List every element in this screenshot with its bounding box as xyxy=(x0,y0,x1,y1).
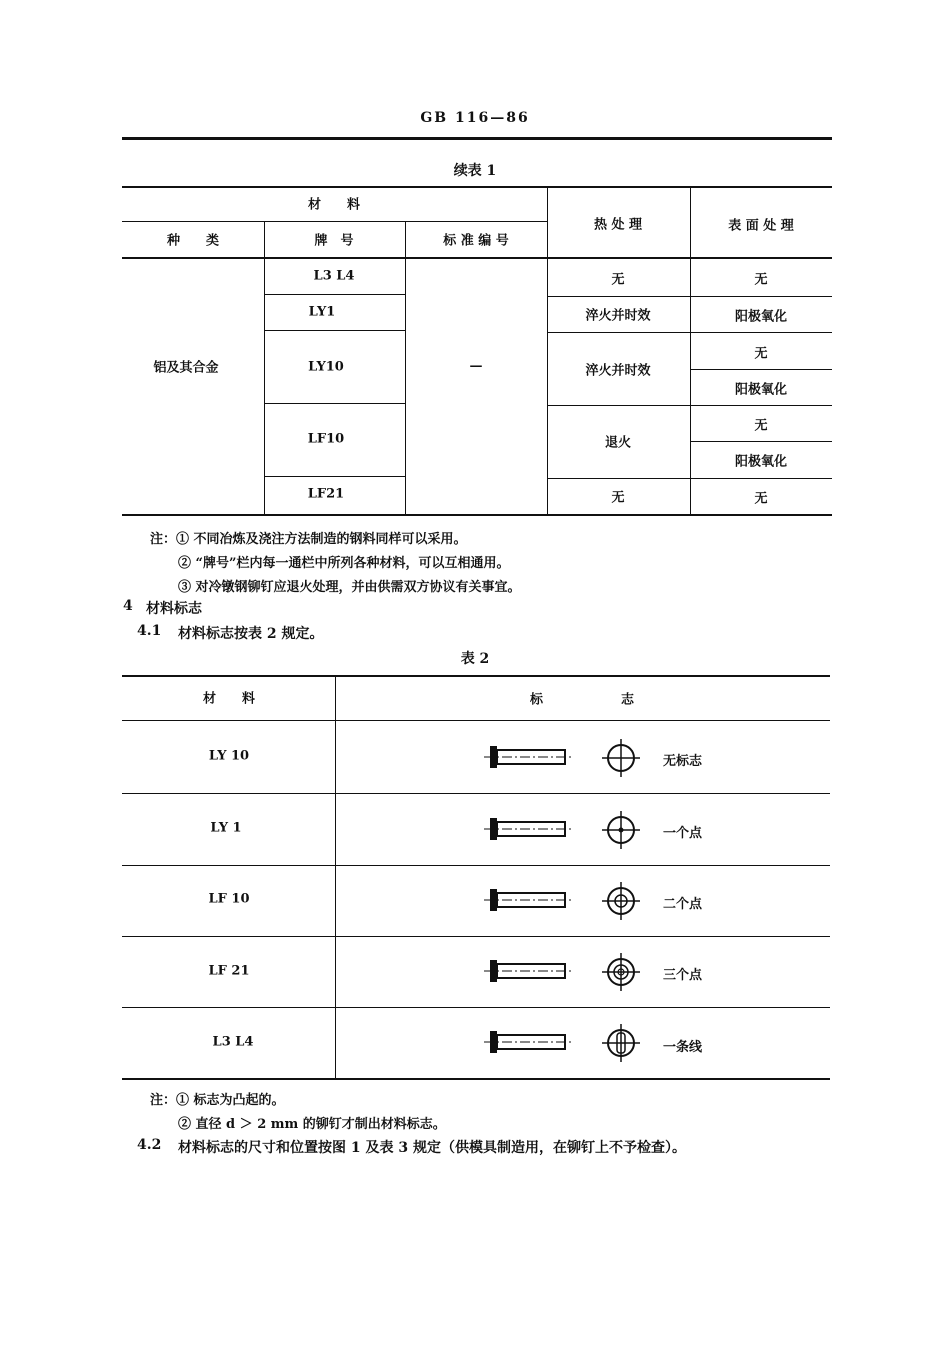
rivet-end-one-line-drawing xyxy=(600,1023,642,1063)
section41-num: 4.1 xyxy=(137,623,162,639)
t1-row3-grade: LY10 xyxy=(308,359,344,375)
t1-head-material: 材 料 xyxy=(307,197,361,213)
section42-text: 材料标志的尺寸和位置按图 1 及表 3 规定（供模具制造用，在铆钉上不予检查）。 xyxy=(178,1140,686,1156)
t1-head-kind: 种 类 xyxy=(166,233,220,249)
rivet-side-drawing xyxy=(478,883,578,917)
table1-caption: 续表 1 xyxy=(453,163,497,179)
t2-head-material: 材 料 xyxy=(202,691,256,707)
note1-2: ② “牌号”栏内每一通栏中所列各种材料，可以互相通用。 xyxy=(178,556,510,571)
t1-head-standard: 标 准 编 号 xyxy=(443,233,509,249)
note2-2: ② 直径 d ＞ 2 mm 的铆钉才制出材料标志。 xyxy=(178,1117,446,1132)
section4-num: 4 xyxy=(123,598,133,614)
t1-row3-heat: 淬火并时效 xyxy=(585,363,651,379)
t1-row2-surface: 阳极氧化 xyxy=(734,309,788,325)
t2-row1-mark: 无标志 xyxy=(663,754,703,769)
t1-row1-surface: 无 xyxy=(754,272,768,288)
section4-title: 材料标志 xyxy=(146,601,202,617)
t1-row1-heat: 无 xyxy=(611,272,625,288)
t2-row2-mark: 一个点 xyxy=(663,826,703,841)
t1-row2-heat: 淬火并时效 xyxy=(585,308,651,324)
t1-row3-surface-a: 无 xyxy=(754,346,768,362)
rivet-side-drawing xyxy=(478,954,578,988)
rivet-side-drawing xyxy=(478,812,578,846)
t1-row5-surface: 无 xyxy=(754,491,768,507)
section42-num: 4.2 xyxy=(137,1137,162,1153)
section41-text: 材料标志按表 2 规定。 xyxy=(178,626,324,642)
table2-caption: 表 2 xyxy=(460,651,490,667)
t1-standard-value: — xyxy=(469,358,483,374)
t2-head-mark: 标 志 xyxy=(529,692,635,708)
rivet-end-two-dots-drawing xyxy=(600,881,642,921)
rivet-end-three-dots-drawing xyxy=(600,952,642,992)
header-rule xyxy=(122,137,832,140)
document-code: GB 116—86 xyxy=(420,110,530,126)
t2-row4-mark: 三个点 xyxy=(663,968,703,983)
rivet-side-drawing xyxy=(478,1025,578,1059)
t1-row4-surface-a: 无 xyxy=(754,418,768,434)
t1-head-grade: 牌 号 xyxy=(314,233,354,249)
rivet-end-no-mark-drawing xyxy=(600,738,642,778)
t1-row1-grade: L3 L4 xyxy=(313,268,355,284)
t1-row3-surface-b: 阳极氧化 xyxy=(734,382,788,398)
note1-1: 注：① 不同冶炼及浇注方法制造的钢料同样可以采用。 xyxy=(150,532,467,547)
t1-head-heat: 热 处 理 xyxy=(593,217,643,233)
t2-row5-mark: 一条线 xyxy=(663,1040,703,1055)
t1-head-surface: 表 面 处 理 xyxy=(728,218,794,234)
t1-kind-value: 铝及其合金 xyxy=(153,360,219,376)
t1-row4-grade: LF10 xyxy=(307,431,345,447)
rivet-side-drawing xyxy=(478,740,578,774)
note2-1: 注：① 标志为凸起的。 xyxy=(150,1093,285,1108)
t1-row4-surface-b: 阳极氧化 xyxy=(734,454,788,470)
t2-row4-material: LF 21 xyxy=(208,963,250,979)
t1-row5-grade: LF21 xyxy=(307,486,345,502)
t1-row4-heat: 退火 xyxy=(604,435,632,451)
t1-row5-heat: 无 xyxy=(611,490,625,506)
t1-row2-grade: LY1 xyxy=(308,304,336,320)
t2-row2-material: LY 1 xyxy=(210,820,242,836)
note1-3: ③ 对冷镦钢铆钉应退火处理，并由供需双方协议有关事宜。 xyxy=(178,580,521,595)
t2-row3-material: LF 10 xyxy=(208,891,250,907)
t2-row5-material: L3 L4 xyxy=(212,1034,254,1050)
t2-row1-material: LY 10 xyxy=(208,748,250,764)
t2-row3-mark: 二个点 xyxy=(663,897,703,912)
rivet-end-one-dot-drawing xyxy=(600,810,642,850)
